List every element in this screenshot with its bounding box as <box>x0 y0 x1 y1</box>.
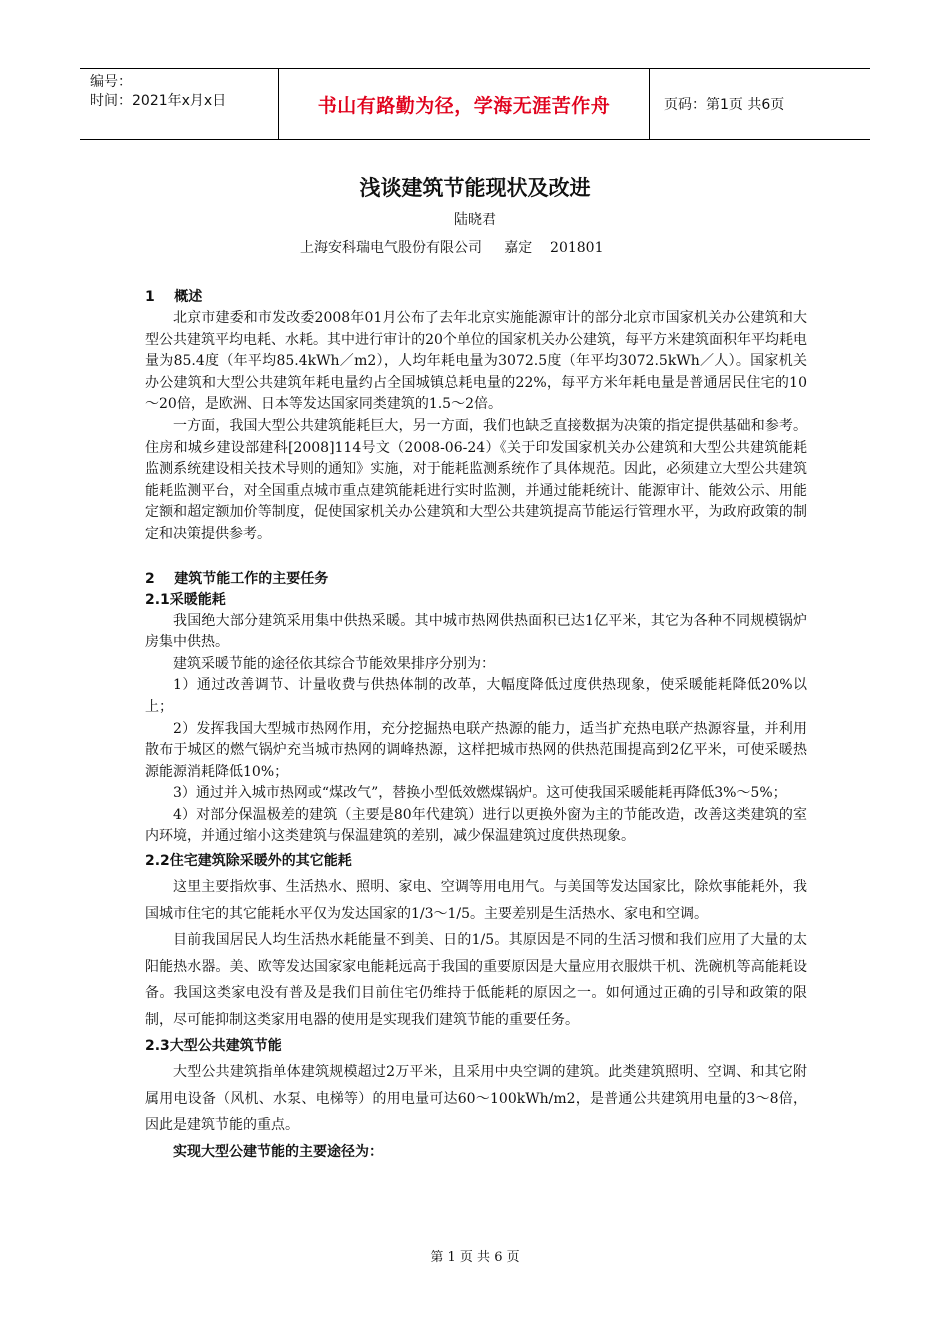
paragraph-emphasis: 实现大型公建节能的主要途径为： <box>173 1143 383 1160</box>
section-2-2-heading: 2.2住宅建筑除采暖外的其它能耗 <box>145 853 352 870</box>
paragraph: 大型公共建筑指单体建筑规模超过2万平米，且采用中央空调的建筑。此类建筑照明、空调、和其它附属用电设备（风机、水泵、电梯等）的用电量可达60～100kWh/m2，是普通公共建筑用电量的3～8倍，因此是建筑节能的重点。 <box>145 1064 807 1134</box>
list-item: 3）通过并入城市热网或“煤改气”，替换小型低效燃煤锅炉。这可使我国采暖能耗再降低3%～5%； <box>173 785 787 802</box>
list-item: 2）发挥我国大型城市热网作用，充分挖掘热电联产热源的能力，适当扩充热电联产热源容量，并利用散布于城区的燃气锅炉充当城市热网的调峰热源，这样把城市热网的供热范围提高到2亿平米，可使采暖热源能源消耗降低10%； <box>145 720 807 780</box>
section-2-heading: 2 建筑节能工作的主要任务 <box>145 570 329 587</box>
spacer <box>145 546 807 568</box>
document-body <box>145 286 807 1165</box>
header-page-info: 页码：第1页 共6页 <box>664 97 785 113</box>
paragraph: 目前我国居民人均生活热水耗能量不到美、日的1/5。其原因是不同的生活习惯和我们应用了大量的太阳能热水器。美、欧等发达国家家电能耗远高于我国的重要原因是大量应用衣服烘干机、洗碗机等高能耗设备。我国这类家电没有普及是我们目前住宅仍维持于低能耗的原因之一。如何通过正确的引导和政策的限制，尽可能抑制这类家用电器的使用是实现我们建筑节能的重要任务。 <box>145 932 807 1028</box>
list-item: 1）通过改善调节、计量收费与供热体制的改革，大幅度降低过度供热现象，使采暖能耗降低20%以上； <box>145 677 807 715</box>
header-table <box>80 68 870 140</box>
paragraph: 一方面，我国大型公共建筑能耗巨大，另一方面，我们也缺乏直接数据为决策的指定提供基础和参考。住房和城乡建设部建科[2008]114号文（2008-06-24）《关于印发国家机关办公建筑和大型公共建筑能耗监测系统建设相关技术导则的通知》实施，对于能耗监测系统作了具体规范。因此，必须建立大型公共建筑能耗监测平台，对全国重点城市重点建筑能耗进行实时监测，并通过能耗统计、能源审计、能效公示、用能定额和超定额加价等制度，促使国家机关办公建筑和大型公共建筑提高节能运行管理水平，为政府政策的制定和决策提供参考。 <box>145 417 807 542</box>
document-title: 浅谈建筑节能现状及改进 <box>359 176 591 200</box>
section-1-heading: 1 概述 <box>145 289 203 305</box>
section-2-3-heading: 2.3大型公共建筑节能 <box>145 1038 282 1055</box>
affiliation: 上海安科瑞电气股份有限公司 嘉定 201801 <box>300 240 604 256</box>
header-meta <box>80 69 278 139</box>
paragraph: 这里主要指炊事、生活热水、照明、家电、空调等用电用气。与美国等发达国家比，除炊事能耗外，我国城市住宅的其它能耗水平仅为发达国家的1/3～1/5。主要差别是生活热水、家电和空调。 <box>145 879 807 922</box>
paragraph: 我国绝大部分建筑采用集中供热采暖。其中城市热网供热面积已达1亿平米，其它为各种不同规模锅炉房集中供热。 <box>145 612 807 651</box>
section-2-1-heading: 2.1采暖能耗 <box>145 591 226 608</box>
author: 陆晓君 <box>454 212 496 228</box>
time-label: 时间：2021年x月x日 <box>90 93 227 109</box>
page-footer: 第 1 页 共 6 页 <box>430 1250 520 1265</box>
header-motto: 书山有路勤为径，学海无涯苦作舟 <box>278 69 650 139</box>
number-label: 编号： <box>90 74 132 90</box>
paragraph: 建筑采暖节能的途径依其综合节能效果排序分别为： <box>173 655 495 672</box>
list-item: 4）对部分保温极差的建筑（主要是80年代建筑）进行以更换外窗为主的节能改造，改善这类建筑的室内环境，并通过缩小这类建筑与保温建筑的差别，减少保温建筑过度供热现象。 <box>145 806 807 845</box>
paragraph: 北京市建委和市发改委2008年01月公布了去年北京实施能源审计的部分北京市国家机关办公建筑和大型公共建筑平均电耗、水耗。其中进行审计的20个单位的国家机关办公建筑，每平方米建筑面积年平均耗电量为85.4度（年平均85.4kWh／m2），人均年耗电量为3072.5度（年平均3072.5kWh／人）。国家机关办公建筑和大型公共建筑年耗电量约占全国城镇总耗电量的22%，每平方米年耗电量是普通居民住宅的10～20倍，是欧洲、日本等发达国家同类建筑的1.5～2倍。 <box>145 310 807 413</box>
